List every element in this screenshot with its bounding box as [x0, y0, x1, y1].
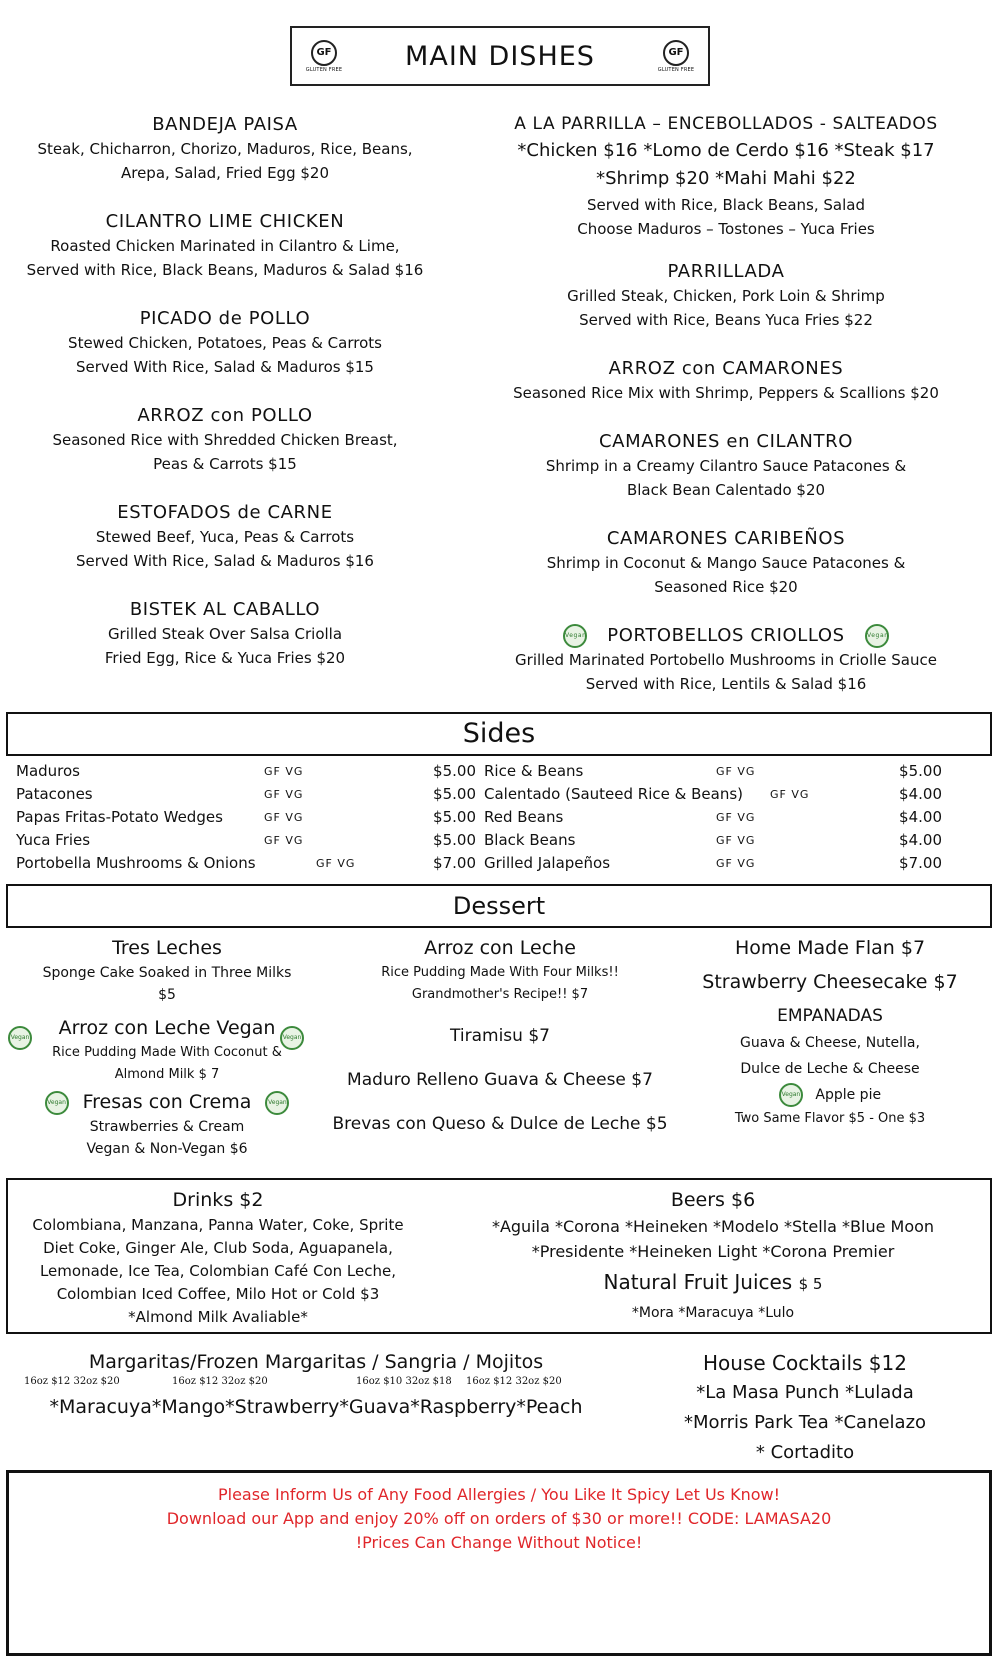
- side-tags: GF VG: [770, 788, 810, 801]
- juices-title-row: [438, 1264, 988, 1302]
- cocktails-title: House Cocktails $12: [703, 1351, 907, 1375]
- dessert-tiramisu: Tiramisu $7: [450, 1026, 550, 1046]
- side-price: $4.00: [899, 831, 942, 849]
- dish-name: ARROZ con POLLO: [137, 405, 313, 426]
- vegan-leaf-icon: Vegan: [45, 1091, 69, 1115]
- dessert-description: Guava & Cheese, Nutella,: [740, 1035, 920, 1051]
- dessert-name: Arroz con Leche: [424, 937, 576, 959]
- side-tags: GF VG: [316, 857, 356, 870]
- dish-name: BANDEJA PAISA: [152, 114, 298, 135]
- sides-title: Sides: [462, 718, 536, 749]
- footer-notice-box: [6, 1470, 992, 1656]
- dessert-flan: Home Made Flan $7: [734, 937, 926, 959]
- side-item: [484, 852, 942, 875]
- dish-name: PARRILLADA: [667, 261, 785, 282]
- gluten-free-badge-left: [306, 40, 342, 73]
- sides-header-box: [6, 712, 992, 756]
- dessert-name-row: [6, 1014, 328, 1042]
- dish-cilantro-lime-chicken: [10, 209, 440, 282]
- side-price: $5.00: [433, 808, 476, 826]
- margaritas-section: [16, 1348, 616, 1422]
- vegan-leaf-icon: Vegan: [779, 1083, 803, 1107]
- juices-price: $ 5: [798, 1275, 823, 1293]
- dish-options: *Shrimp $20 *Mahi Mahi $22: [596, 168, 856, 189]
- side-price: $7.00: [433, 854, 476, 872]
- dessert-brevas: Brevas con Queso & Dulce de Leche $5: [332, 1114, 668, 1134]
- side-name: Grilled Jalapeños: [484, 854, 611, 872]
- dish-camarones-en-cilantro: [456, 429, 996, 502]
- dish-description: Served With Rice, Salad & Maduros $16: [76, 552, 374, 570]
- dessert-description: Vegan & Non-Vegan $6: [86, 1141, 248, 1157]
- side-item: [16, 852, 476, 875]
- side-tags: GF VG: [716, 834, 756, 847]
- dish-description: Served with Rice, Lentils & Salad $16: [585, 675, 867, 693]
- size-price: 16oz $12 32oz $20: [466, 1376, 562, 1387]
- dessert-description: Grandmother's Recipe!! $7: [411, 987, 589, 1002]
- side-price: $5.00: [433, 831, 476, 849]
- dessert-maduro-relleno: Maduro Relleno Guava & Cheese $7: [347, 1070, 653, 1090]
- dish-description: Served with Rice, Beans Yuca Fries $22: [579, 311, 873, 329]
- dessert-name-row: [6, 1088, 328, 1116]
- dish-description: Stewed Chicken, Potatoes, Peas & Carrots: [68, 334, 382, 352]
- dish-arroz-con-pollo: [10, 403, 440, 476]
- dish-options: *Chicken $16 *Lomo de Cerdo $16 *Steak $17: [517, 140, 935, 161]
- side-name: Calentado (Sauteed Rice & Beans): [484, 785, 743, 803]
- side-tags: GF VG: [716, 857, 756, 870]
- margaritas-flavors: *Maracuya*Mango*Strawberry*Guava*Raspberry*Peach: [49, 1396, 583, 1418]
- side-price: $7.00: [899, 854, 942, 872]
- dish-description: Grilled Marinated Portobello Mushrooms in Criolle Sauce: [515, 651, 937, 669]
- dish-name: A LA PARRILLA – ENCEBOLLADOS - SALTEADOS: [514, 114, 938, 134]
- cocktails-line: *Morris Park Tea *Canelazo: [683, 1412, 927, 1433]
- dish-description: Shrimp in a Creamy Cilantro Sauce Patacones &: [545, 457, 907, 475]
- dessert-name: EMPANADAS: [777, 1006, 883, 1026]
- dish-name: BISTEK AL CABALLO: [129, 599, 321, 620]
- side-item: [484, 829, 942, 852]
- dessert-name: Arroz con Leche Vegan: [58, 1017, 276, 1039]
- size-price: 16oz $12 32oz $20: [24, 1376, 120, 1387]
- side-item: [484, 760, 942, 783]
- vegan-leaf-icon: Vegan: [280, 1026, 304, 1050]
- side-name: Maduros: [16, 762, 80, 780]
- dessert-header-box: [6, 884, 992, 928]
- dish-name: ARROZ con CAMARONES: [608, 358, 844, 379]
- cocktails-line: * Cortadito: [755, 1442, 855, 1463]
- side-name: Rice & Beans: [484, 762, 584, 780]
- sides-left-list: [16, 760, 476, 875]
- dish-picado-de-pollo: [10, 306, 440, 379]
- side-price: $4.00: [899, 785, 942, 803]
- dish-description: Choose Maduros – Tostones – Yuca Fries: [577, 220, 875, 238]
- side-item: [484, 783, 942, 806]
- side-tags: GF VG: [264, 765, 304, 778]
- beers-section: [438, 1186, 988, 1325]
- vegan-leaf-icon: Vegan: [563, 624, 587, 648]
- price-notice: !Prices Can Change Without Notice!: [355, 1533, 643, 1552]
- dish-name: CAMARONES CARIBEÑOS: [606, 528, 846, 549]
- dish-description: Seasoned Rice $20: [654, 578, 798, 596]
- side-name: Portobella Mushrooms & Onions: [16, 854, 256, 872]
- dish-description: Served With Rice, Salad & Maduros $15: [76, 358, 374, 376]
- size-price: 16oz $10 32oz $18: [356, 1376, 452, 1387]
- dish-description: Black Bean Calentado $20: [626, 481, 826, 499]
- dish-bandeja-paisa: [10, 112, 440, 185]
- side-price: $5.00: [433, 762, 476, 780]
- side-item: [484, 806, 942, 829]
- dessert-name: Tres Leches: [112, 937, 222, 959]
- app-promo: Download our App and enjoy 20% off on orders of $30 or more!! CODE: LAMASA20: [166, 1509, 832, 1528]
- beers-title: Beers $6: [670, 1189, 756, 1211]
- dish-description: Arepa, Salad, Fried Egg $20: [120, 164, 329, 182]
- vegan-leaf-icon: Vegan: [865, 624, 889, 648]
- dessert-description: Sponge Cake Soaked in Three Milks: [42, 965, 292, 981]
- dish-description: Peas & Carrots $15: [153, 455, 297, 473]
- gluten-free-icon: GF: [311, 40, 337, 66]
- side-name: Red Beans: [484, 808, 564, 826]
- dessert-left-column: [6, 934, 328, 1160]
- dessert-description: Rice Pudding Made With Coconut &: [52, 1045, 282, 1060]
- gluten-free-label: GLUTEN FREE: [657, 66, 695, 73]
- dish-name: PORTOBELLOS CRIOLLOS: [607, 625, 845, 646]
- cocktails-line: *La Masa Punch *Lulada: [696, 1382, 914, 1403]
- dessert-description-row: [664, 1082, 996, 1108]
- dessert-title: Dessert: [452, 892, 546, 920]
- side-item: [16, 760, 476, 783]
- dish-description: Steak, Chicharron, Chorizo, Maduros, Rice, Beans,: [37, 140, 413, 158]
- dessert-name: Fresas con Crema: [82, 1091, 252, 1113]
- dish-parrillada: [456, 259, 996, 332]
- side-name: Patacones: [16, 785, 93, 803]
- side-tags: GF VG: [264, 811, 304, 824]
- drinks-section: [8, 1186, 428, 1329]
- dish-description: Served with Rice, Black Beans, Salad: [586, 196, 866, 214]
- dish-name: ESTOFADOS de CARNE: [117, 502, 333, 523]
- allergy-notice: Please Inform Us of Any Food Allergies / You Like It Spicy Let Us Know!: [217, 1485, 781, 1504]
- dish-description: Seasoned Rice Mix with Shrimp, Peppers & Scallions $20: [513, 384, 939, 402]
- main-dishes-left-column: [10, 112, 440, 694]
- side-item: [16, 829, 476, 852]
- beers-line: *Aguila *Corona *Heineken *Modelo *Stella *Blue Moon: [491, 1217, 935, 1236]
- dessert-middle-column: [310, 934, 690, 1138]
- dish-description: Shrimp in Coconut & Mango Sauce Patacones &: [546, 554, 906, 572]
- side-tags: GF VG: [716, 811, 756, 824]
- dessert-description: $5: [158, 987, 176, 1003]
- dessert-description: Rice Pudding Made With Four Milks!!: [381, 965, 619, 980]
- margaritas-sizes: [16, 1376, 616, 1392]
- cocktails-section: [620, 1348, 990, 1468]
- vegan-leaf-icon: Vegan: [8, 1026, 32, 1050]
- dish-camarones-caribenos: [456, 526, 996, 599]
- side-tags: GF VG: [264, 834, 304, 847]
- side-name: Black Beans: [484, 831, 576, 849]
- dessert-description: Two Same Flavor $5 - One $3: [734, 1111, 926, 1126]
- drinks-title: Drinks $2: [172, 1189, 264, 1211]
- dish-name-row: [456, 623, 996, 648]
- side-item: [16, 783, 476, 806]
- dish-arroz-con-camarones: [456, 356, 996, 405]
- sides-right-list: [484, 760, 942, 875]
- side-tags: GF VG: [716, 765, 756, 778]
- vegan-leaf-icon: Vegan: [265, 1091, 289, 1115]
- dish-name: CILANTRO LIME CHICKEN: [105, 211, 345, 232]
- drinks-line: Diet Coke, Ginger Ale, Club Soda, Aguapanela,: [43, 1239, 393, 1257]
- page-title: MAIN DISHES: [405, 40, 595, 72]
- dessert-description: Dulce de Leche & Cheese: [740, 1061, 920, 1077]
- gluten-free-label: GLUTEN FREE: [305, 66, 343, 73]
- margaritas-title: Margaritas/Frozen Margaritas / Sangria / Mojitos: [88, 1351, 544, 1373]
- side-tags: GF VG: [264, 788, 304, 801]
- side-price: $5.00: [433, 785, 476, 803]
- gluten-free-badge-right: [658, 40, 694, 73]
- dish-description: Grilled Steak Over Salsa Criolla: [107, 625, 343, 643]
- drinks-line: *Almond Milk Avaliable*: [128, 1308, 308, 1326]
- dessert-description: Strawberries & Cream: [89, 1119, 245, 1135]
- side-price: $4.00: [899, 808, 942, 826]
- side-name: Yuca Fries: [16, 831, 91, 849]
- dish-description: Grilled Steak, Chicken, Pork Loin & Shrimp: [567, 287, 885, 305]
- drinks-line: Lemonade, Ice Tea, Colombian Café Con Leche,: [39, 1262, 397, 1280]
- side-item: [16, 806, 476, 829]
- beers-line: *Presidente *Heineken Light *Corona Premier: [531, 1242, 895, 1261]
- dish-description: Stewed Beef, Yuca, Peas & Carrots: [95, 528, 355, 546]
- dessert-description: Apple pie: [815, 1087, 882, 1103]
- dessert-cheesecake: Strawberry Cheesecake $7: [702, 971, 958, 993]
- dish-name: CAMARONES en CILANTRO: [599, 431, 853, 452]
- dish-estofados-de-carne: [10, 500, 440, 573]
- dish-name: PICADO de POLLO: [139, 308, 311, 329]
- size-price: 16oz $12 32oz $20: [172, 1376, 268, 1387]
- main-dishes-header: [290, 26, 710, 86]
- dish-description: Served with Rice, Black Beans, Maduros & Salad $16: [26, 261, 424, 279]
- dish-description: Seasoned Rice with Shredded Chicken Breast,: [52, 431, 398, 449]
- drinks-line: Colombian Iced Coffee, Milo Hot or Cold $3: [56, 1285, 380, 1303]
- dessert-description: Almond Milk $ 7: [114, 1067, 220, 1082]
- juices-line: *Mora *Maracuya *Lulo: [631, 1305, 795, 1321]
- dish-description: Fried Egg, Rice & Yuca Fries $20: [104, 649, 346, 667]
- drinks-beers-box: [6, 1178, 992, 1334]
- dish-bistek-al-caballo: [10, 597, 440, 670]
- juices-title: Natural Fruit Juices: [603, 1270, 793, 1294]
- dish-description: Roasted Chicken Marinated in Cilantro & Lime,: [50, 237, 400, 255]
- dish-a-la-parrilla: [456, 112, 996, 241]
- dessert-right-column: [664, 934, 996, 1130]
- drinks-line: Colombiana, Manzana, Panna Water, Coke, Sprite: [32, 1216, 404, 1234]
- main-dishes-right-column: [456, 112, 996, 720]
- side-name: Papas Fritas-Potato Wedges: [16, 808, 223, 826]
- gluten-free-icon: GF: [663, 40, 689, 66]
- side-price: $5.00: [899, 762, 942, 780]
- dish-portobellos-criollos: [456, 623, 996, 696]
